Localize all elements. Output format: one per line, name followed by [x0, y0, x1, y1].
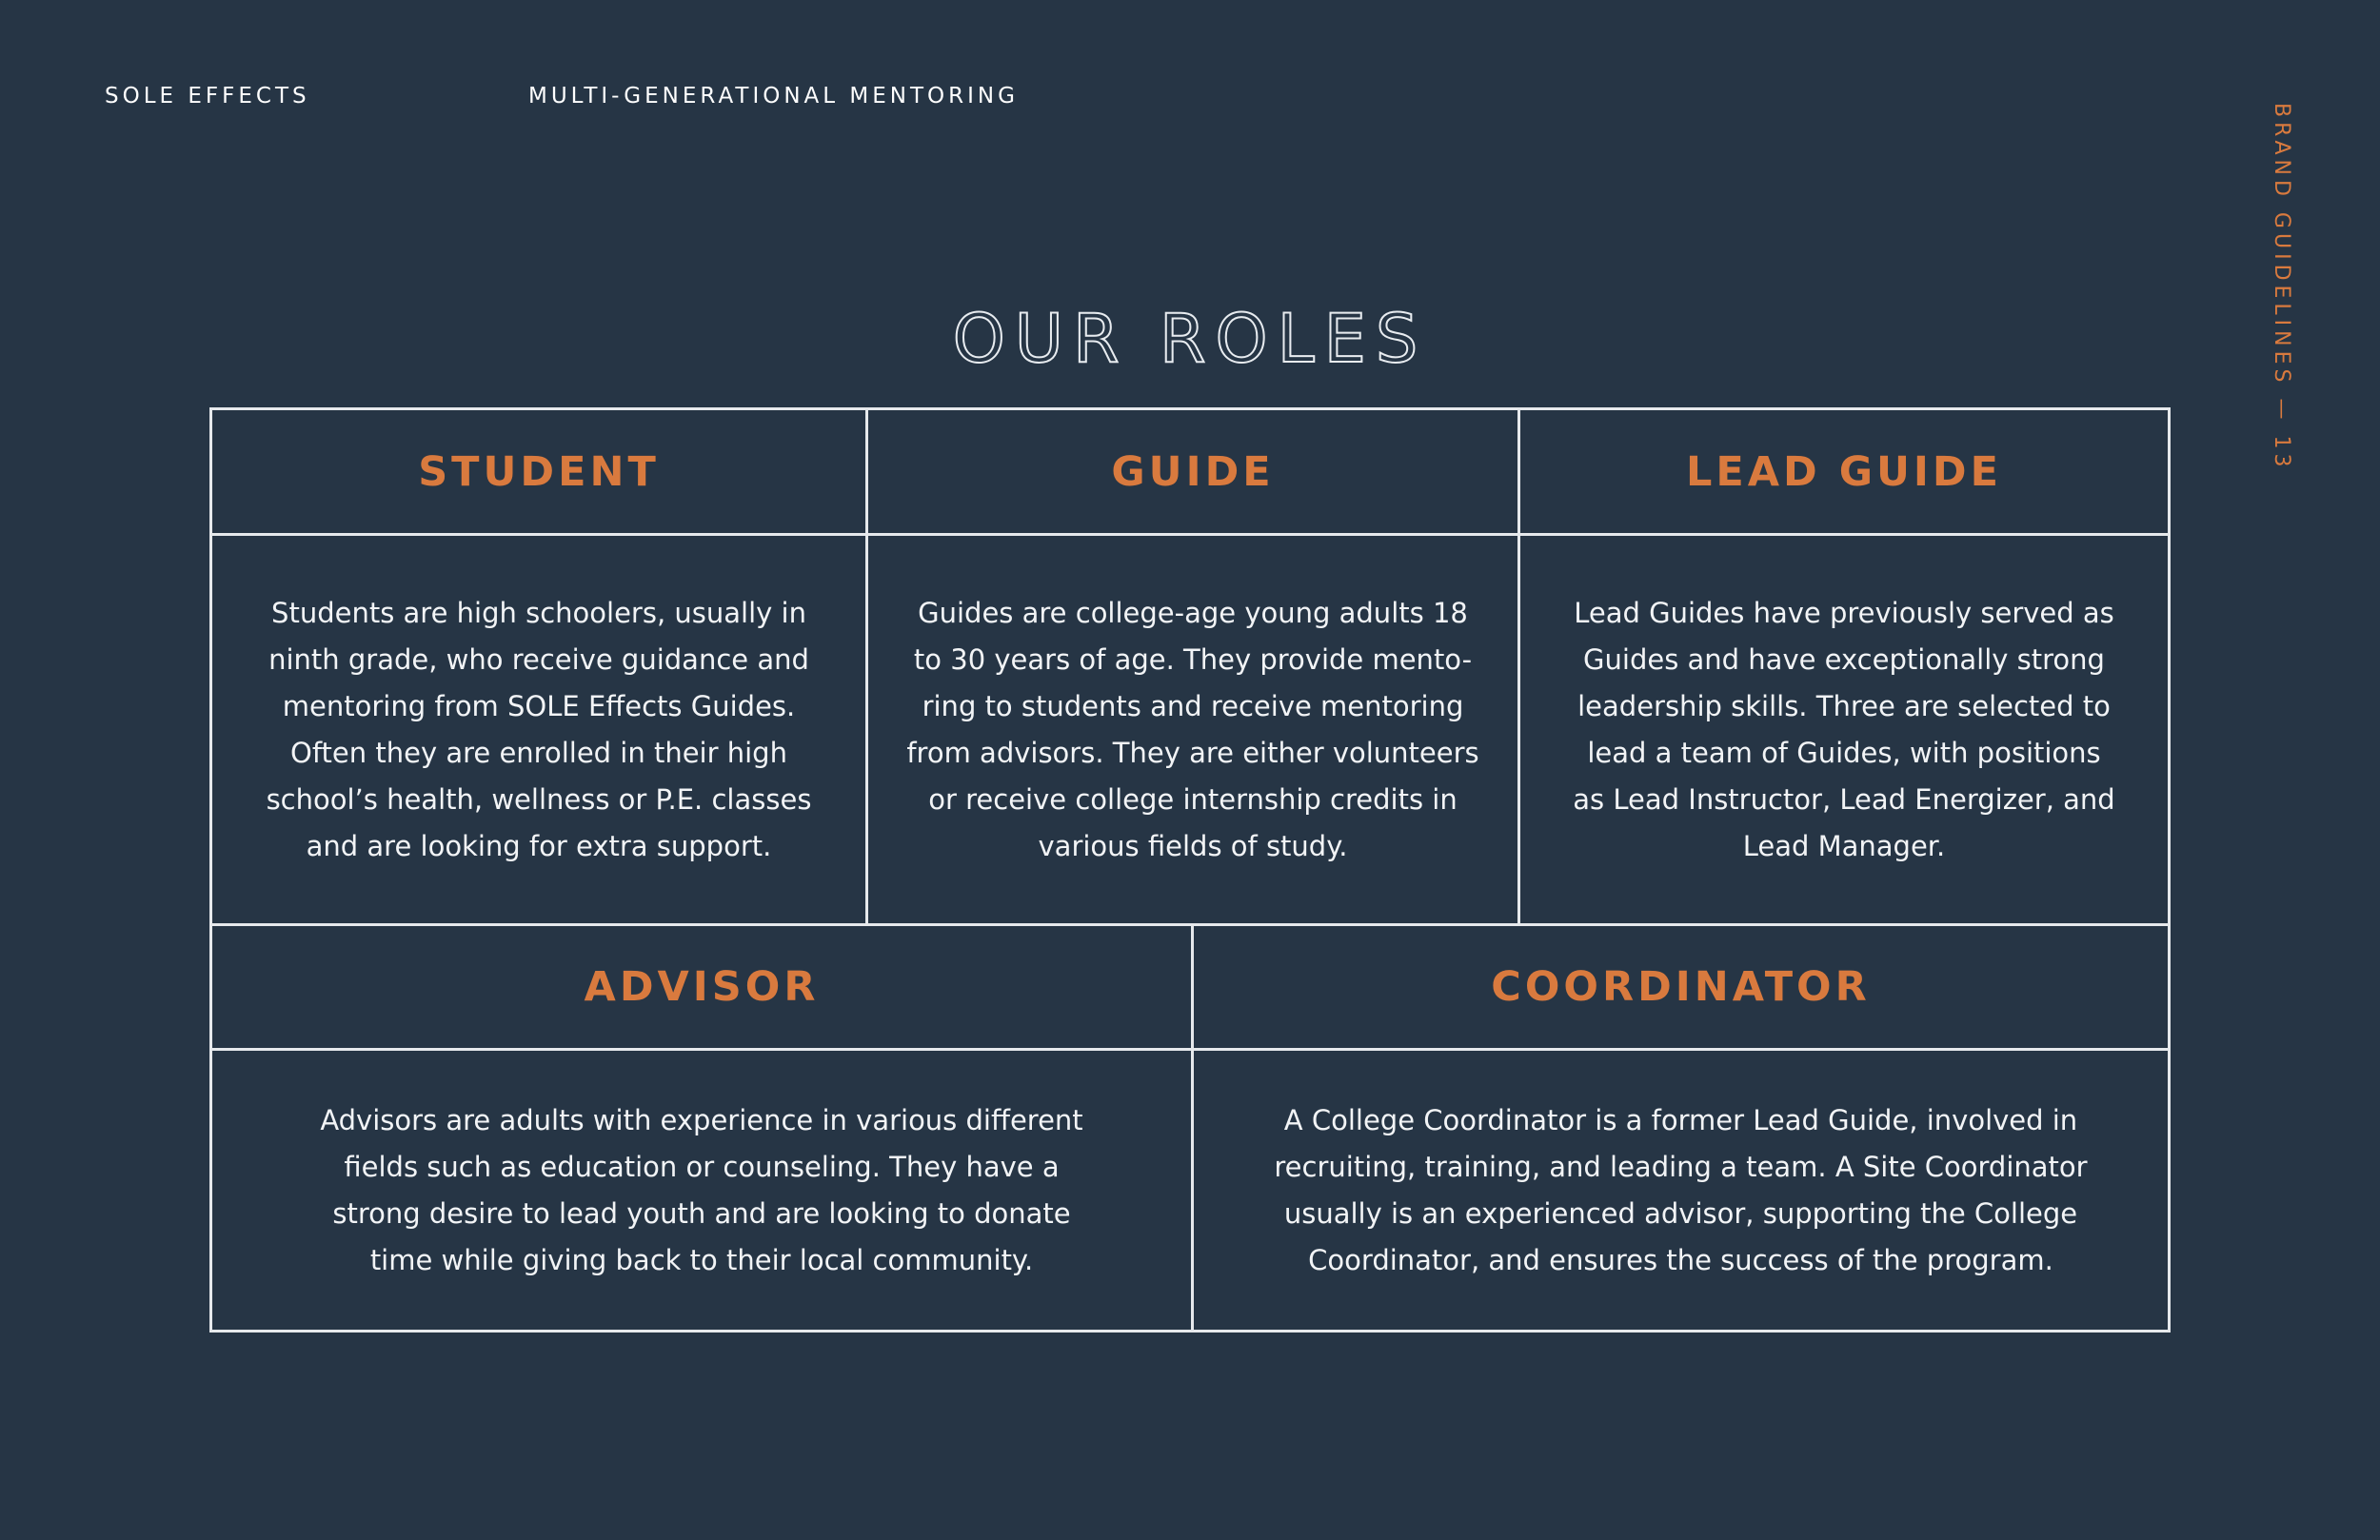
section-title: MULTI-GENERATIONAL MENTORING	[528, 84, 1019, 109]
page-side-label: BRAND GUIDELINES — 13	[2270, 103, 2293, 472]
description-text: A College Coordinator is a former Lead Guide, involved in recruiting, training, and leading a team. A Site Coordinator usually is an experienced advisor, supporting the College Coordinator, and ensures the success of the program.	[1274, 1103, 2088, 1276]
role-description-coordinator	[1194, 1051, 2168, 1330]
role-heading-lead-guide: LEAD GUIDE	[1686, 447, 2002, 496]
role-heading-guide: GUIDE	[1111, 447, 1275, 496]
role-heading-student: STUDENT	[418, 447, 660, 496]
brand-name: SOLE EFFECTS	[105, 84, 310, 109]
role-heading-coordinator: COORDINATOR	[1491, 963, 1871, 1011]
description-text: Advisors are adults with experience in various different fields such as education or counseling. They have a strong desire to lead youth and are looking to donate time while giving back to their local community.	[320, 1103, 1083, 1276]
role-description-lead-guide	[1520, 536, 2168, 923]
role-description-advisor	[212, 1051, 1191, 1330]
role-description-guide	[868, 536, 1517, 923]
description-text: Lead Guides have previously served as Guides and have exceptionally strong leadership skills. Three are selected to lead a team of Guides, with positions as Lead Instructor, Lead Energizer, and Lead Manager.	[1573, 596, 2115, 862]
role-description-student	[212, 536, 865, 923]
description-text: Students are high schoolers, usually in ninth grade, who receive guidance and mentoring from SOLE Effects Guides. Often they are enrolled in their high school’s health, wellness or P.E. classes and are looking for extra support.	[266, 596, 812, 862]
description-text: Guides are college-age young adults 18 to 30 years of age. They provide mento-ring to students and receive mentoring from advisors. They are either volunteers or receive college internship credits in various fields of study.	[906, 596, 1479, 862]
role-heading-advisor: ADVISOR	[584, 963, 820, 1011]
page-title: OUR ROLES	[952, 299, 1428, 378]
roles-table	[209, 407, 2171, 1333]
